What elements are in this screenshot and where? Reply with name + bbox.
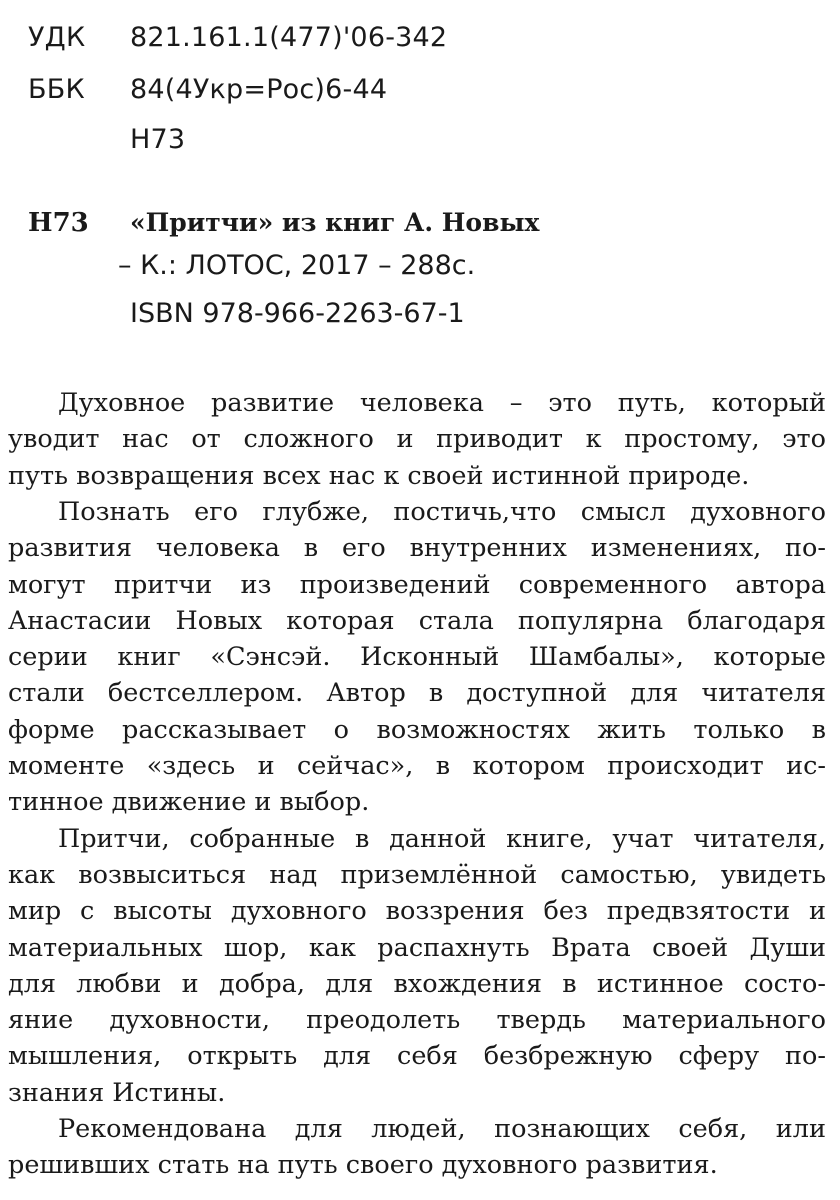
paragraph-line: яние духовности, преодолеть твердь материального: [8, 1005, 826, 1036]
paragraph-line: серии книг «Сэнсэй. Исконный Шамбалы», которые: [8, 642, 826, 673]
paragraph-line: материальных шор, как распахнуть Врата своей Души: [8, 932, 826, 963]
paragraph-line: уводит нас от сложного и приводит к простому, это: [8, 424, 826, 455]
paragraph-line: путь возвращения всех нас к своей истинной природе.: [8, 460, 750, 491]
paragraph-line: стали бестселлером. Автор в доступной для читателя: [8, 678, 826, 709]
udk-value: 821.161.1(477)'06-342: [130, 22, 448, 53]
paragraph-line: Притчи, собранные в данной книге, учат читателя,: [58, 823, 826, 854]
paragraph-line: Анастасии Новых которая стала популярна благодаря: [8, 605, 826, 636]
book-title: «Притчи» из книг А. Новых: [130, 208, 540, 237]
paragraph-line: Познать его глубже, постичь,что смысл духовного: [58, 496, 826, 527]
paragraph-line: как возвыситься над приземлённой самостью, увидеть: [8, 859, 826, 890]
isbn: ISBN 978-966-2263-67-1: [130, 298, 465, 329]
paragraph-line: Духовное развитие человека – это путь, который: [58, 388, 826, 418]
paragraph-line: мир с высоты духовного воззрения без предвзятости и: [8, 896, 826, 927]
paragraph-line: форме рассказывает о возможностях жить только в: [8, 714, 826, 745]
paragraph-line: развития человека в его внутренних изменениях, по-: [8, 533, 826, 564]
paragraph-line: для любви и добра, для вхождения в истинное состо-: [8, 968, 826, 999]
paragraph-line: моменте «здесь и сейчас», в котором происходит ис-: [8, 751, 826, 781]
bbk-value: 84(4Укр=Рос)6-44: [130, 74, 388, 105]
paragraph-line: знания Истины.: [8, 1077, 226, 1108]
bbk-label: ББК: [28, 74, 85, 105]
paragraph-line: Рекомендована для людей, познающих себя, или: [58, 1114, 826, 1144]
publication-info: – К.: ЛОТОС, 2017 – 288с.: [118, 250, 476, 281]
paragraph-line: могут притчи из произведений современного автора: [8, 569, 826, 600]
paragraph-line: мышления, открыть для себя безбрежную сферу по-: [8, 1041, 826, 1072]
author-mark: Н73: [130, 124, 186, 155]
entry-code: Н73: [28, 208, 89, 238]
paragraph-line: тинное движение и выбор.: [8, 787, 370, 818]
paragraph-line: решивших стать на путь своего духовного развития.: [8, 1150, 718, 1181]
udk-label: УДК: [28, 22, 86, 53]
